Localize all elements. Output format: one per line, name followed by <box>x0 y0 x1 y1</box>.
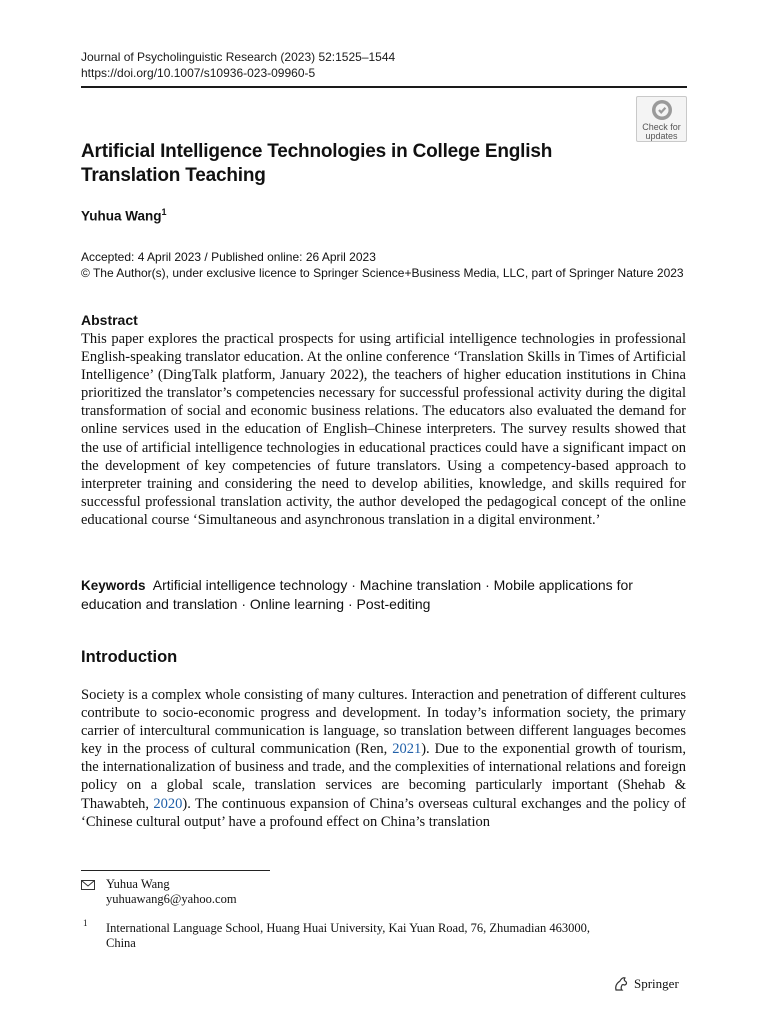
check-updates-label-1: Check for <box>642 122 681 132</box>
article-title: Artificial Intelligence Technologies in College English Translation Teaching <box>81 141 553 186</box>
abstract-text: This paper explores the practical prospects for using artificial intelligence technologies in professional English-speaking translator education. At the online conference ‘Translation Skills in Times of Artificial Intelligence’ (DingTalk platform, January 2022), the teachers of higher education institutions in China prioritized the translator’s competencies necessary for successful professional activity during the digital transformation of social and economic business relations. The educators also evaluated the demand for online services used in the education of English–Chinese interpreters. The survey results showed that the use of artificial intelligence technologies in educational practices could have a significant impact on the development of key competencies of future translators. Using a competency-based approach to interpreter training and considering the need to develop abilities, knowledge, and skills required for successful professional translation activity, the author developed the pedagogical concept of the online educational course ‘Simultaneous and asynchronous translation in a digital environment.’ <box>81 331 686 528</box>
corresponding-author-email[interactable]: yuhuawang6@yahoo.com <box>106 892 237 906</box>
footnote-rule <box>81 870 270 871</box>
keywords <box>81 576 686 614</box>
check-updates-label-2: updates <box>645 131 678 141</box>
abstract-heading: Abstract <box>81 312 138 328</box>
check-for-updates-badge[interactable] <box>636 96 687 142</box>
corresponding-author-name: Yuhua Wang <box>106 877 170 891</box>
affiliation-number: 1 <box>83 918 88 928</box>
copyright-notice: © The Author(s), under exclusive licence to Springer Science+Business Media, LLC, part of Springer Nature 2023 <box>81 266 684 280</box>
springer-horse-icon <box>612 975 630 993</box>
introduction-paragraph: Society is a complex whole consisting of many cultures. Interaction and penetration of different cultures contribute to socio-economic progress and development. In today’s information society, the primary carrier of intercultural communication is language, so translation between different languages becomes key in the process of cultural communication (Ren, 2021). Due to the exponential growth of tourism, the internationalization of business and trade, and the complexities of international relations and foreign policy on a global scale, translation services are becoming particularly important (Shehab & Thawabteh, 2020). The continuous expansion of China’s overseas cultural exchanges and the policy of ‘Chinese cultural output’ have a profound effect on China’s translation <box>81 687 686 830</box>
journal-citation: Journal of Psycholinguistic Research (2023) 52:1525–1544 <box>81 50 396 64</box>
envelope-icon <box>81 880 95 890</box>
introduction-heading: Introduction <box>81 648 178 666</box>
check-updates-icon <box>651 99 673 121</box>
citation-shehab-2020[interactable]: 2020 <box>153 795 183 812</box>
header-rule <box>81 86 687 88</box>
publisher-name: Springer <box>634 976 679 991</box>
author-name: Yuhua Wang$^1$ <box>81 207 167 224</box>
doi-link[interactable]: https://doi.org/10.1007/s10936-023-09960-5 <box>81 66 316 80</box>
affiliation-line-1: International Language School, Huang Huai University, Kai Yuan Road, 76, Zhumadian 463000, <box>106 921 591 935</box>
keywords-label: Keywords <box>81 578 146 593</box>
citation-ren-2021[interactable]: 2021 <box>392 741 422 758</box>
author-affiliation-mark: 1 <box>161 207 167 217</box>
publication-dates: Accepted: 4 April 2023 / Published online: 26 April 2023 <box>81 250 376 264</box>
affiliation-line-2: China <box>106 936 136 950</box>
keywords-list: Artificial intelligence technology · Machine translation · Mobile applications for education and translation · Online learning · Post-editing <box>81 577 633 613</box>
